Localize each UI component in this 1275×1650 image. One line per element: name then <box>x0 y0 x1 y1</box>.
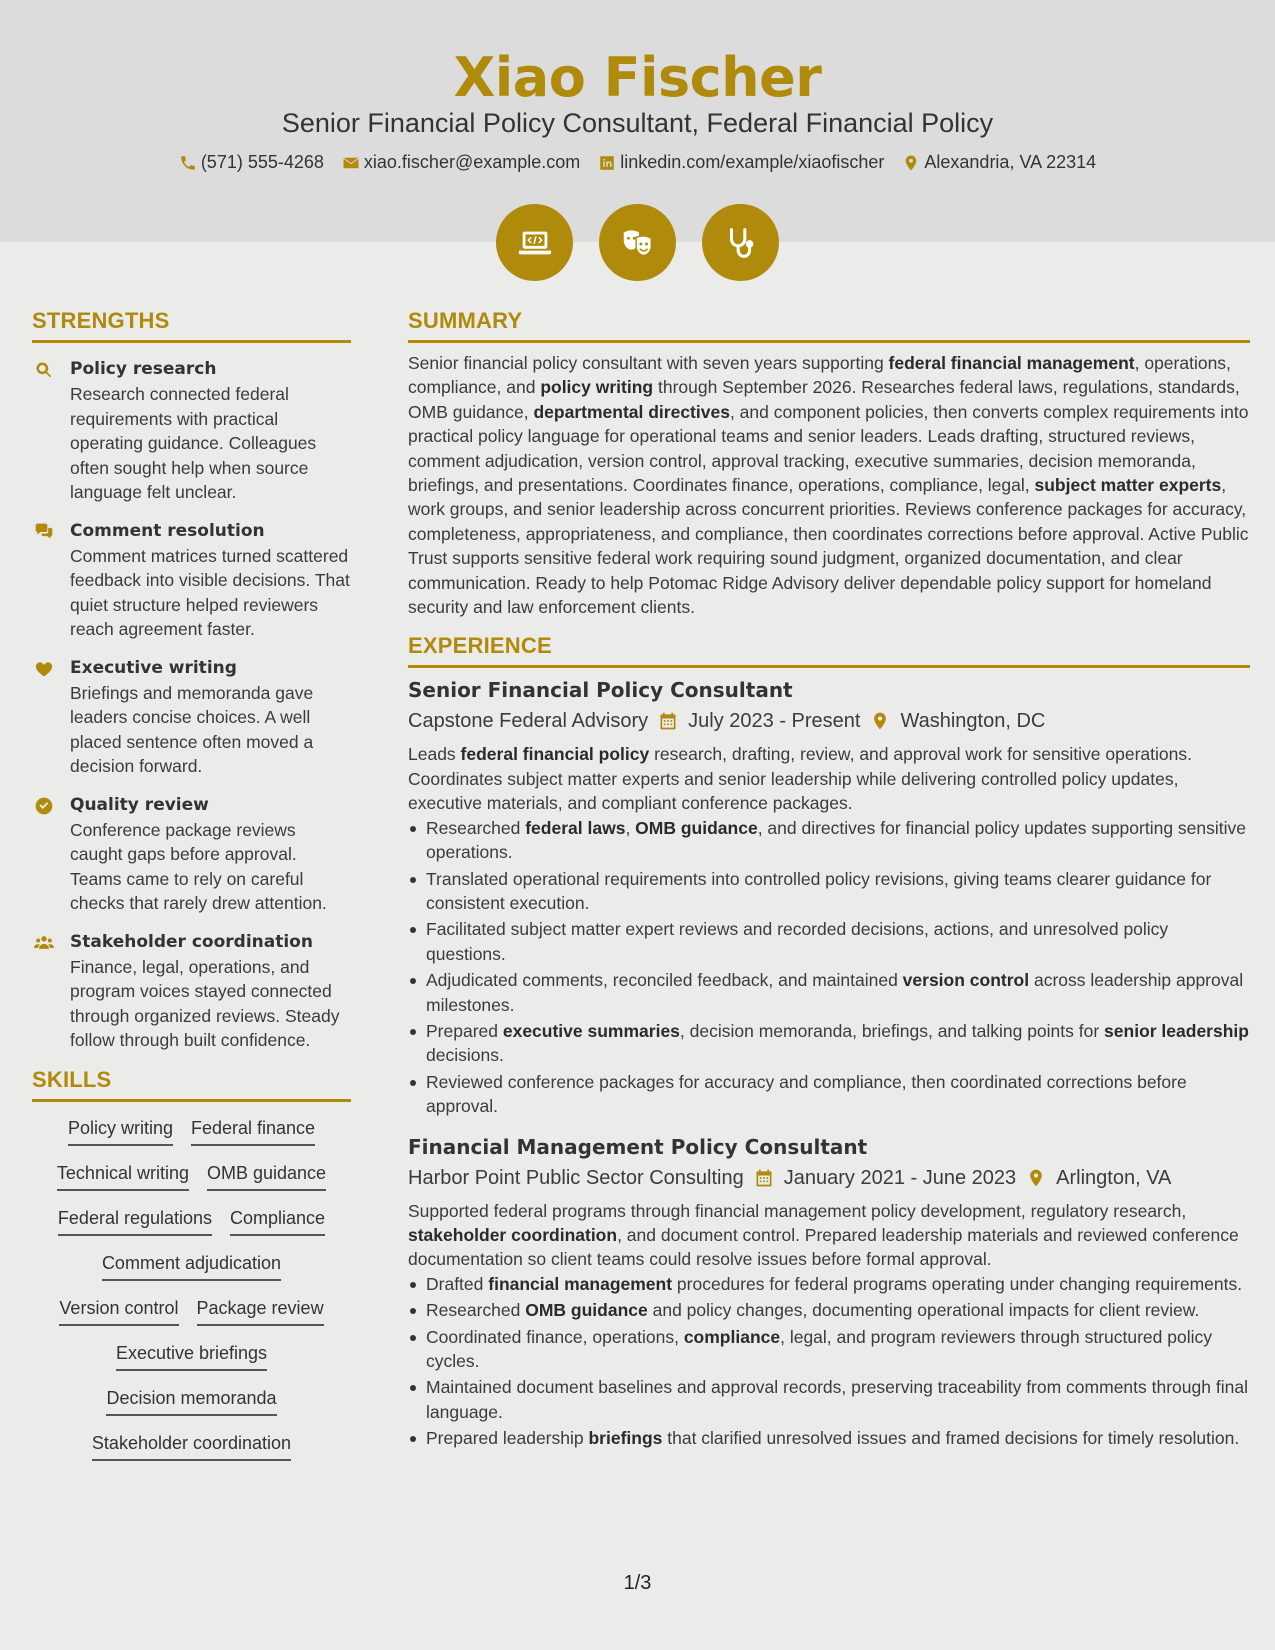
text-span: Adjudicated comments, reconciled feedback, and maintained <box>426 970 903 991</box>
emphasis-text: version control <box>902 970 1030 991</box>
strength-title: Comment resolution <box>70 520 265 541</box>
text-span: Drafted <box>426 1273 489 1294</box>
skills-list <box>32 1116 351 1476</box>
skill-tag: Technical writing <box>57 1161 189 1191</box>
right-column <box>408 308 1250 1453</box>
emphasis-text: OMB guidance <box>635 817 758 838</box>
summary-text <box>408 351 1250 619</box>
text-span: decisions. <box>426 1045 504 1066</box>
skill-row <box>32 1116 351 1161</box>
strength-description: Conference package reviews caught gaps before approval. Teams came to rely on careful checks that rarely drew attention. <box>70 819 327 913</box>
strength-item <box>32 357 351 505</box>
phone-text: (571) 555-4268 <box>200 152 324 172</box>
candidate-name: Xiao Fischer <box>453 46 822 109</box>
strength-description: Briefings and memoranda gave leaders concise choices. A well placed sentence often moved a decision forward. <box>70 682 314 776</box>
contact-location <box>902 152 1096 173</box>
text-span: , <box>625 817 636 838</box>
skill-tag: Executive briefings <box>116 1341 267 1371</box>
job-intro <box>408 742 1250 815</box>
strength-title: Quality review <box>70 794 209 815</box>
contact-phone[interactable] <box>179 152 324 173</box>
bullet-item <box>408 816 1250 865</box>
job-location: Arlington, VA <box>1056 1166 1172 1189</box>
comments-icon <box>34 522 54 542</box>
emphasis-text: stakeholder coordination <box>408 1224 618 1245</box>
job-company: Harbor Point Public Sector Consulting <box>408 1166 744 1189</box>
strength-title: Policy research <box>70 359 217 379</box>
skill-row <box>32 1251 351 1296</box>
experience-heading: EXPERIENCE <box>408 633 1250 668</box>
map-marker-icon <box>902 154 920 172</box>
check-circle-icon <box>34 796 54 816</box>
envelope-icon <box>342 154 360 172</box>
strength-item <box>32 930 351 1053</box>
calendar-icon <box>658 711 678 731</box>
text-span: across leadership approval milestones. <box>426 970 1244 1015</box>
emphasis-text: OMB guidance <box>525 1300 648 1321</box>
text-span: Translated operational requirements into controlled policy revisions, giving teams clearer guidance for consistent execution. <box>426 868 1212 913</box>
job-meta <box>408 706 1250 736</box>
page-number: 1/3 <box>623 1572 652 1594</box>
emphasis-text: financial management <box>488 1273 673 1294</box>
job-entry <box>408 1133 1250 1451</box>
users-icon <box>34 933 54 953</box>
text-span: that clarified unresolved issues and framed decisions for timely resolution. <box>662 1428 1240 1449</box>
skill-tag: Version control <box>59 1296 178 1326</box>
text-span: Coordinated finance, operations, <box>426 1326 684 1347</box>
linkedin-icon <box>598 154 616 172</box>
text-span: through September 2026. Researches federal laws, regulations, standards, OMB guidance, <box>408 377 1240 422</box>
text-span: , and document control. Prepared leadership materials and reviewed conference documentation so client teams could resolve issues before formal approval. <box>408 1224 1239 1270</box>
bullet-item <box>408 917 1250 966</box>
skill-tag: OMB guidance <box>207 1161 326 1191</box>
text-span: Supported federal programs through financial management policy development, regulatory research, <box>408 1200 1187 1221</box>
skill-row <box>32 1431 351 1476</box>
email-text: xiao.fischer@example.com <box>363 152 581 172</box>
experience-list <box>408 676 1250 1450</box>
text-span: Prepared leadership <box>426 1428 589 1449</box>
job-meta <box>408 1163 1250 1193</box>
text-span: Facilitated subject matter expert reviews and recorded decisions, actions, and unresolved policy questions. <box>426 919 1169 964</box>
bullet-item <box>408 1325 1250 1374</box>
map-marker-icon <box>870 711 890 731</box>
heart-icon <box>34 659 54 679</box>
job-dates: January 2021 - June 2023 <box>783 1166 1017 1189</box>
skill-tag: Federal regulations <box>58 1206 212 1236</box>
skill-tag: Comment adjudication <box>102 1251 281 1281</box>
skill-tag: Policy writing <box>68 1116 173 1146</box>
skill-row <box>32 1386 351 1431</box>
stethoscope-badge <box>702 204 779 281</box>
text-span: , legal, and program reviewers through structured policy cycles. <box>426 1326 1212 1371</box>
contact-row <box>0 152 1275 173</box>
bullet-item <box>408 1019 1250 1068</box>
job-role: Financial Management Policy Consultant <box>408 1134 868 1159</box>
bullet-item <box>408 1070 1250 1119</box>
text-span: Senior financial policy consultant with seven years supporting <box>408 353 889 373</box>
strength-item <box>32 519 351 642</box>
search-icon <box>34 360 54 380</box>
skill-row <box>32 1296 351 1341</box>
job-bullets <box>408 816 1250 1119</box>
text-span: procedures for federal programs operating under changing requirements. <box>672 1273 1243 1294</box>
emphasis-text: federal laws <box>525 817 626 838</box>
strength-item <box>32 793 351 916</box>
job-dates: July 2023 - Present <box>688 710 861 733</box>
bullet-item <box>408 867 1250 916</box>
bullet-item <box>408 1272 1250 1296</box>
linkedin-text: linkedin.com/example/xiaofischer <box>620 152 885 172</box>
laptop-code-icon <box>516 224 554 262</box>
skill-tag: Package review <box>197 1296 324 1326</box>
job-company: Capstone Federal Advisory <box>408 710 649 733</box>
map-marker-icon <box>1026 1168 1046 1188</box>
location-text: Alexandria, VA 22314 <box>924 152 1097 172</box>
stethoscope-icon <box>722 224 760 262</box>
laptop-code-badge <box>496 204 573 281</box>
skill-tag: Compliance <box>230 1206 325 1236</box>
job-title: Senior Financial Policy Consultant, Federal Financial Policy <box>281 108 994 138</box>
job-bullets <box>408 1272 1250 1451</box>
text-span: , work groups, and senior leadership across concurrent priorities. Reviews conference packages for accuracy, completeness, appropriateness, and compliance, then coordinates corrections before approval. Active Public Trust supports sensitive federal work requiring sound judgment, organized documentation, and clear communication. Ready to help Potomac Ridge Advisory deliver dependable policy support for homeland security and law enforcement clients. <box>408 475 1249 618</box>
bullet-item <box>408 1375 1250 1424</box>
skill-row <box>32 1341 351 1386</box>
strength-description: Comment matrices turned scattered feedback into visible decisions. That quiet structure helped reviewers reach agreement faster. <box>70 545 350 639</box>
emphasis-text: compliance <box>683 1326 781 1347</box>
skill-tag: Stakeholder coordination <box>92 1431 291 1461</box>
text-span: , and directives for financial policy updates supporting sensitive operations. <box>426 817 1247 863</box>
strengths-list <box>32 357 351 1053</box>
phone-icon <box>179 154 197 172</box>
bullet-item <box>408 968 1250 1017</box>
emphasis-text: departmental directives <box>533 401 730 422</box>
theater-masks-icon <box>619 224 657 262</box>
strength-title: Executive writing <box>70 657 237 678</box>
bullet-item <box>408 1426 1250 1450</box>
left-column <box>32 308 351 1476</box>
theater-masks-badge <box>599 204 676 281</box>
text-span: research, drafting, review, and approval work for sensitive operations. Coordinates subject matter experts and senior leadership while delivering controlled policy updates, executive materials, and compliant conference packages. <box>408 744 1192 814</box>
skill-tag: Federal finance <box>191 1116 315 1146</box>
summary-heading: SUMMARY <box>408 308 1250 343</box>
text-span: Leads <box>408 744 461 765</box>
contact-email[interactable] <box>342 152 580 173</box>
text-span: Maintained document baselines and approval records, preserving traceability from comments through final language. <box>426 1377 1248 1422</box>
emphasis-text: senior leadership <box>1104 1020 1249 1041</box>
strengths-heading: STRENGTHS <box>32 308 351 343</box>
job-role: Senior Financial Policy Consultant <box>408 678 793 703</box>
strength-description: Research connected federal requirements with practical operating guidance. Colleagues often sought help when source language felt unclear. <box>70 384 317 502</box>
skill-tag: Decision memoranda <box>106 1386 276 1416</box>
text-span: and policy changes, documenting operational impacts for client review. <box>647 1300 1200 1321</box>
emphasis-text: federal financial policy <box>460 744 650 765</box>
text-span: Researched <box>426 1300 526 1321</box>
skills-heading: SKILLS <box>32 1067 351 1102</box>
text-span: Reviewed conference packages for accuracy and compliance, then coordinated corrections before approval. <box>426 1071 1187 1117</box>
contact-linkedin[interactable] <box>598 152 884 173</box>
emphasis-text: executive summaries <box>502 1020 680 1041</box>
emphasis-text: policy writing <box>540 377 654 398</box>
text-span: Prepared <box>426 1020 503 1041</box>
strength-title: Stakeholder coordination <box>70 931 313 952</box>
job-intro <box>408 1199 1250 1272</box>
emphasis-text: briefings <box>588 1428 663 1449</box>
strength-description: Finance, legal, operations, and program voices stayed connected through organized reviews. Steady follow through built confidence. <box>70 956 340 1050</box>
emphasis-text: subject matter experts <box>1034 475 1222 496</box>
text-span: , operations, compliance, and <box>408 353 1231 398</box>
skill-row <box>32 1161 351 1206</box>
text-span: , and component policies, then converts complex requirements into practical policy language for operational teams and senior leaders. Leads drafting, structured reviews, comment adjudication, version control, approval tracking, executive summaries, decision memoranda, briefings, and presentations. Coordinates finance, operations, compliance, legal, <box>408 401 1249 496</box>
calendar-icon <box>754 1168 774 1188</box>
skill-row <box>32 1206 351 1251</box>
bullet-item <box>408 1298 1250 1322</box>
interest-badges <box>0 204 1275 281</box>
job-location: Washington, DC <box>900 710 1046 733</box>
text-span: Researched <box>426 817 526 838</box>
strength-item <box>32 656 351 779</box>
text-span: , decision memoranda, briefings, and talking points for <box>679 1020 1105 1041</box>
job-entry <box>408 676 1250 1118</box>
emphasis-text: federal financial management <box>888 353 1135 373</box>
